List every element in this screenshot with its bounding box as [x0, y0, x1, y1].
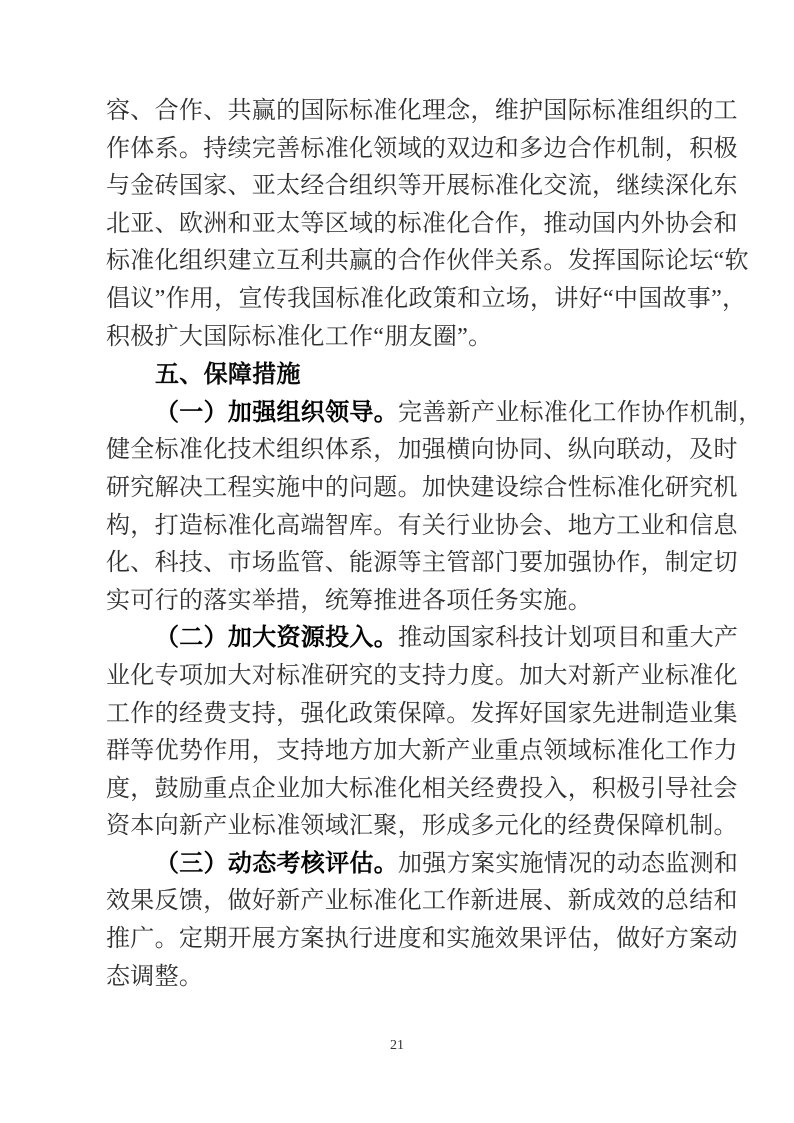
- text-line: [106, 395, 763, 433]
- text-line: [106, 658, 738, 696]
- text-run: 态调整。: [106, 963, 204, 990]
- text-run: 加强方案实施情况的动态监测和: [398, 850, 739, 877]
- text-run: 推动国家科技计划项目和重大产: [398, 625, 739, 652]
- text-run: 推广。定期开展方案执行进度和实施效果评估，做好方案动: [106, 926, 738, 953]
- text-line: [106, 131, 738, 169]
- paragraph-lead: （二）加大资源投入。: [155, 625, 398, 652]
- text-run: 健全标准化技术组织体系，加强横向协同、纵向联动，及时: [106, 437, 738, 464]
- text-run: 完善新产业标准化工作协作机制，: [398, 399, 763, 426]
- section-heading: [106, 356, 720, 395]
- text-run: 倡议”作用，宣传我国标准化政策和立场，讲好“中国故事”，: [106, 285, 747, 312]
- text-line: [106, 733, 738, 771]
- text-run: 度，鼓励重点企业加大标准化相关经费投入，积极引导社会: [106, 775, 738, 802]
- paragraph-lead: （三）动态考核评估。: [155, 850, 398, 877]
- text-line: [106, 319, 720, 357]
- paragraph-lead: （一）加强组织领导。: [155, 399, 398, 426]
- text-line: [106, 432, 738, 470]
- text-line: [106, 846, 739, 884]
- text-line: [106, 93, 738, 131]
- text-line: [106, 620, 739, 658]
- text-run: 工作的经费支持，强化政策保障。发挥好国家先进制造业集: [106, 700, 738, 727]
- heading-text: 五、保障措施: [155, 361, 301, 389]
- text-line: [106, 583, 720, 621]
- text-line: [106, 883, 738, 921]
- text-run: 标准化组织建立互利共赢的合作伙伴关系。发挥国际论坛“软: [106, 248, 749, 275]
- document-body: [106, 93, 763, 996]
- text-run: 化、科技、市场监管、能源等主管部门要加强协作，制定切: [106, 550, 738, 577]
- text-line: [106, 243, 749, 281]
- text-line: [106, 921, 738, 959]
- text-line: [106, 281, 747, 319]
- text-line: [106, 959, 720, 997]
- text-run: 实可行的落实举措，统筹推进各项任务实施。: [106, 587, 592, 614]
- text-line: [106, 545, 738, 583]
- text-run: 群等优势作用，支持地方加大新产业重点领域标准化工作力: [106, 738, 738, 765]
- text-line: [106, 771, 738, 809]
- text-line: [106, 808, 738, 846]
- text-line: [106, 508, 738, 546]
- text-run: 业化专项加大对标准研究的支持力度。加大对新产业标准化: [106, 662, 738, 689]
- text-line: [106, 206, 738, 244]
- text-run: 北亚、欧洲和亚太等区域的标准化合作，推动国内外协会和: [106, 210, 738, 237]
- text-run: 资本向新产业标准领域汇聚，形成多元化的经费保障机制。: [106, 813, 738, 840]
- text-run: 效果反馈，做好新产业标准化工作新进展、新成效的总结和: [106, 888, 738, 915]
- page-number: 21: [390, 1038, 404, 1053]
- text-run: 研究解决工程实施中的问题。加快建设综合性标准化研究机: [106, 474, 738, 501]
- text-line: [106, 168, 738, 206]
- text-run: 与金砖国家、亚太经合组织等开展标准化交流，继续深化东: [106, 173, 738, 200]
- text-run: 构，打造标准化高端智库。有关行业协会、地方工业和信息: [106, 512, 738, 539]
- text-line: [106, 696, 738, 734]
- text-run: 容、合作、共赢的国际标准化理念，维护国际标准组织的工: [106, 98, 738, 124]
- text-run: 积极扩大国际标准化工作“朋友圈”。: [106, 323, 493, 350]
- text-line: [106, 470, 738, 508]
- text-run: 作体系。持续完善标准化领域的双边和多边合作机制，积极: [106, 135, 738, 162]
